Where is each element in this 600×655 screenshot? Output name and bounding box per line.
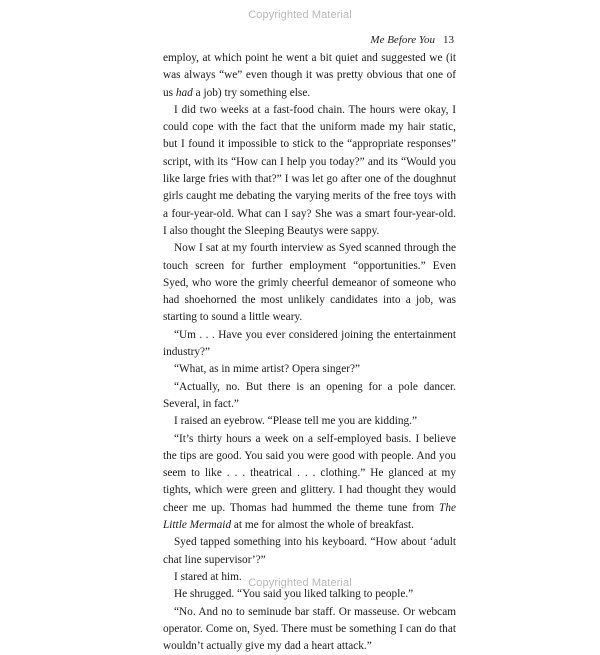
- italic-text: The Little Mermaid: [163, 502, 456, 531]
- paragraph-text: Syed tapped something into his keyboard. “How about ‘adult chat line supervisor’?”: [163, 536, 456, 565]
- paragraph: [163, 379, 456, 414]
- paragraph-text: employ, at which point he went a bit quiet and suggested we (it was always “we” even though it was pretty obvious that one of us: [163, 52, 456, 99]
- book-title: Me Before You: [370, 34, 435, 46]
- paragraph: [163, 327, 456, 362]
- paragraph-text: “No. And no to seminude bar staff. Or masseuse. Or webcam operator. Come on, Syed. There must be something I can do that wouldn’t actually give my dad a heart attack.”: [163, 606, 456, 653]
- paragraph-text: a job) try something else.: [193, 87, 310, 99]
- paragraph-text: at me for almost the whole of breakfast.: [231, 519, 414, 531]
- paragraph-text: “What, as in mime artist? Opera singer?”: [174, 363, 360, 375]
- paragraph-text: I raised an eyebrow. “Please tell me you are kidding.”: [174, 415, 417, 427]
- paragraph-text: Now I sat at my fourth interview as Syed scanned through the touch screen for further employment “opportunities.” Even Syed, who wore the grimly cheerful demeanor of someone who had shoehorned the most unlikely candidates into a job, was starting to sound a little weary.: [163, 242, 456, 323]
- paragraph: [163, 361, 456, 378]
- italic-text: had: [176, 87, 193, 99]
- paragraph: [163, 240, 456, 326]
- paragraph-text: “It’s thirty hours a week on a self-employed basis. I believe the tips are good. You said you were good with people. And you seem to like . . . theatrical . . . clothing.” He glanced at my tights, which were green and glittery. I had thought they would cheer me up. Thomas had hummed the theme tune from: [163, 433, 456, 514]
- paragraph-text: I stared at him.: [174, 571, 242, 583]
- copyright-watermark-bottom: Copyrighted Material: [0, 577, 600, 589]
- body-text: [163, 50, 456, 655]
- paragraph: [163, 534, 456, 569]
- paragraph: [163, 604, 456, 655]
- paragraph-text: “Actually, no. But there is an opening for a pole dancer. Several, in fact.”: [163, 381, 456, 410]
- paragraph-text: He shrugged. “You said you liked talking to people.”: [174, 588, 413, 600]
- paragraph: [163, 102, 456, 240]
- paragraph: [163, 431, 456, 535]
- page-number: 13: [443, 34, 454, 46]
- running-head: [370, 34, 454, 46]
- copyright-watermark-top: Copyrighted Material: [0, 9, 600, 21]
- paragraph-text: I did two weeks at a fast-food chain. The hours were okay, I could cope with the fact that the uniform made my hair static, but I found it impossible to stick to the “appropriate responses” script, with its “How can I help you today?” and its “Would you like large fries with that?” I was let go after one of the doughnut girls caught me debating the varying merits of the free toys with a four-year-old. What can I say? She was a smart four-year-old. I also thought the Sleeping Beautys were sappy.: [163, 104, 456, 237]
- paragraph: [163, 413, 456, 430]
- paragraph: [163, 50, 456, 102]
- paragraph-text: “Um . . . Have you ever considered joining the entertainment industry?”: [163, 329, 456, 358]
